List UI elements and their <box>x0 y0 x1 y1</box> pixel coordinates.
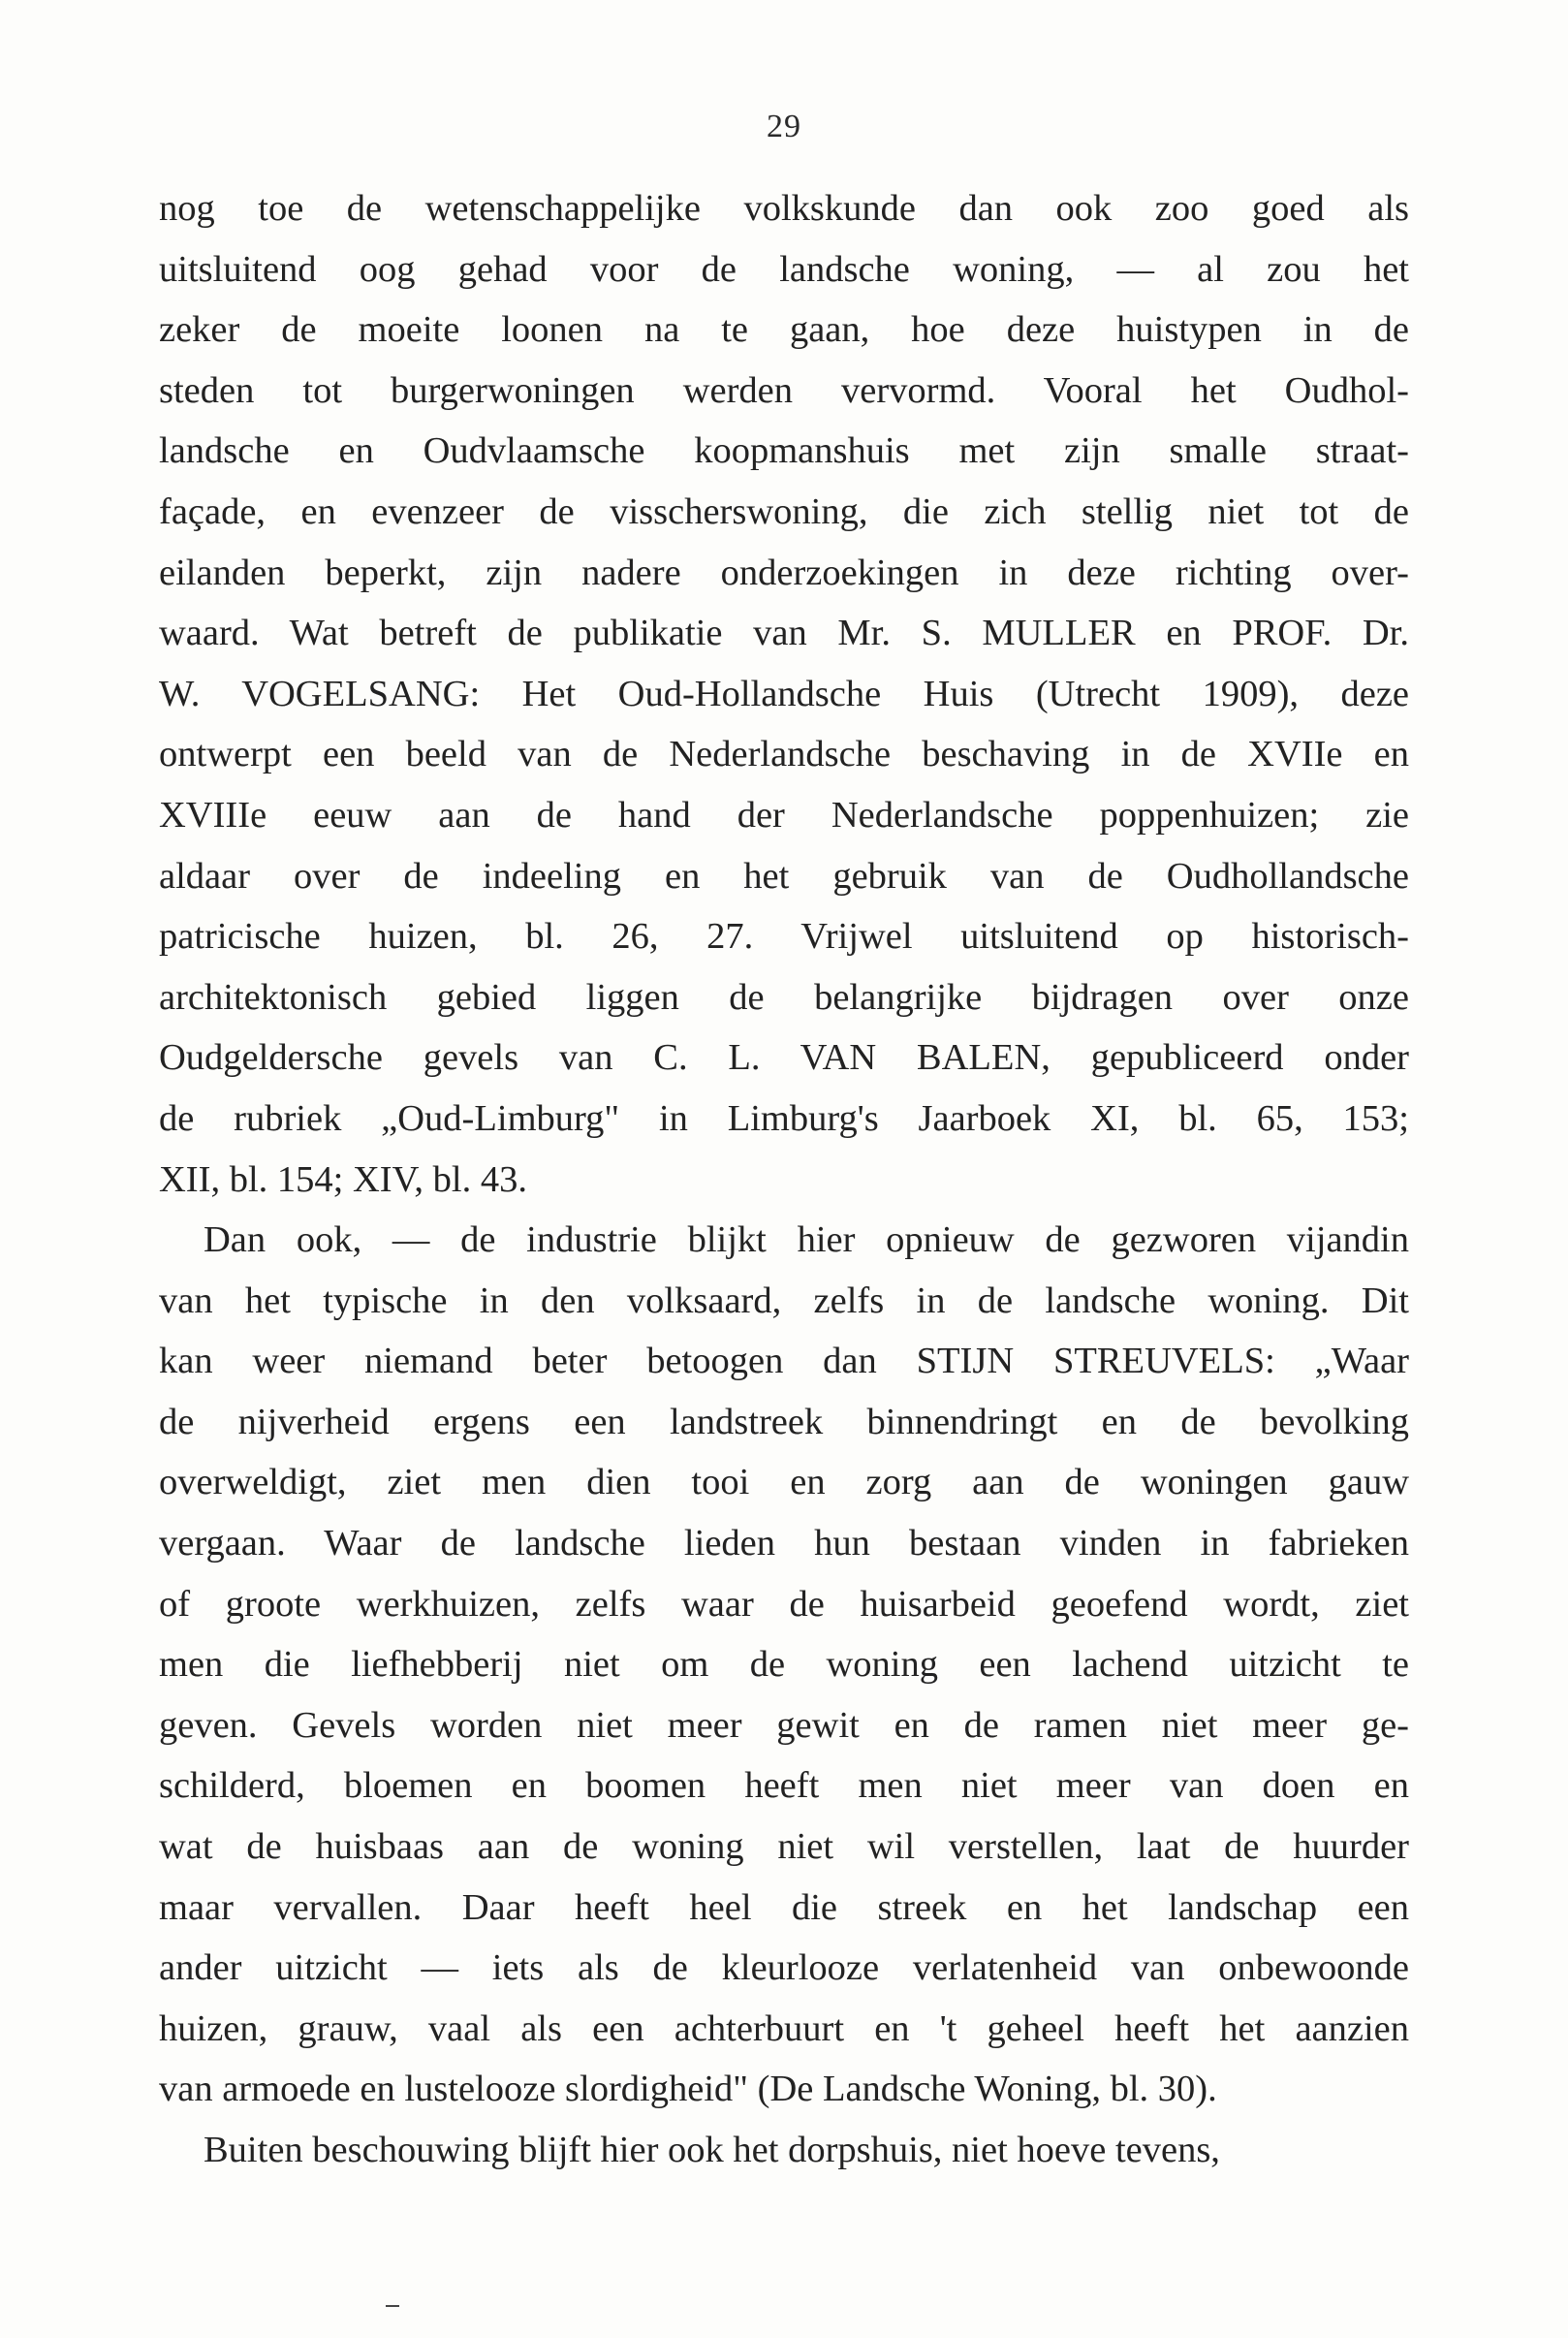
text-line: geven. Gevels worden niet meer gewit en de ramen niet meer ge- <box>159 1704 1409 1746</box>
text-line: de rubriek „Oud-Limburg" in Limburg's Jaarboek XI, bl. 65, 153; <box>159 1097 1409 1139</box>
text-line: W. VOGELSANG: Het Oud-Hollandsche Huis (Utrecht 1909), deze <box>159 673 1409 714</box>
text-line: maar vervallen. Daar heeft heel die streek en het landschap een <box>159 1886 1409 1928</box>
paragraph-end-line: van armoede en lustelooze slordigheid" (De Landsche Woning, bl. 30). <box>159 2069 1217 2110</box>
body-text <box>159 178 1409 2181</box>
text-line: Oudgeldersche gevels van C. L. VAN BALEN, gepubliceerd onder <box>159 1037 1409 1079</box>
text-line: overweldigt, ziet men dien tooi en zorg aan de woningen gauw <box>159 1462 1409 1503</box>
text-line: kan weer niemand beter betoogen dan STIJN STREUVELS: „Waar <box>159 1341 1409 1382</box>
page-number: 29 <box>767 109 801 144</box>
text-line: aldaar over de indeeling en het gebruik van de Oudhollandsche <box>159 855 1409 897</box>
text-line: XVIIIe eeuw aan de hand der Nederlandsche poppenhuizen; zie <box>159 794 1409 836</box>
text-line: architektonisch gebied liggen de belangrijke bijdragen over onze <box>159 976 1409 1018</box>
text-line: landsche en Oudvlaamsche koopmanshuis met zijn smalle straat- <box>159 430 1409 472</box>
text-line: patricische huizen, bl. 26, 27. Vrijwel uitsluitend op historisch- <box>159 916 1409 958</box>
footer-dash-mark <box>386 2305 399 2307</box>
text-line: de nijverheid ergens een landstreek binnendringt en de bevolking <box>159 1401 1409 1442</box>
paragraph-start-line: Buiten beschouwing blijft hier ook het dorpshuis, niet hoeve tevens, <box>204 2130 1220 2170</box>
text-line: nog toe de wetenschappelijke volkskunde dan ook zoo goed als <box>159 188 1409 229</box>
text-line: zeker de moeite loonen na te gaan, hoe deze huistypen in de <box>159 309 1409 351</box>
text-line: wat de huisbaas aan de woning niet wil verstellen, laat de huurder <box>159 1826 1409 1868</box>
text-line: huizen, grauw, vaal als een achterbuurt en 't geheel heeft het aanzien <box>159 2007 1409 2049</box>
text-line: ander uitzicht — iets als de kleurlooze verlatenheid van onbewoonde <box>159 1947 1409 1989</box>
text-line: of groote werkhuizen, zelfs waar de huisarbeid geoefend wordt, ziet <box>159 1583 1409 1625</box>
text-line: schilderd, bloemen en boomen heeft men niet meer van doen en <box>159 1765 1409 1807</box>
text-line: waard. Wat betreft de publikatie van Mr. S. MULLER en PROF. Dr. <box>159 613 1409 654</box>
text-line: steden tot burgerwoningen werden vervormd. Vooral het Oudhol- <box>159 369 1409 411</box>
text-line: eilanden beperkt, zijn nadere onderzoekingen in deze richting over- <box>159 552 1409 593</box>
text-line: ontwerpt een beeld van de Nederlandsche beschaving in de XVIIe en <box>159 734 1409 775</box>
text-line: men die liefhebberij niet om de woning een lachend uitzicht te <box>159 1644 1409 1686</box>
text-line: vergaan. Waar de landsche lieden hun bestaan vinden in fabrieken <box>159 1523 1409 1564</box>
paragraph-end-line: XII, bl. 154; XIV, bl. 43. <box>159 1158 527 1200</box>
paragraph-start-line: Dan ook, — de industrie blijkt hier opnieuw de gezworen vijandin <box>204 1219 1409 1261</box>
text-line: façade, en evenzeer de visscherswoning, die zich stellig niet tot de <box>159 490 1409 532</box>
text-line: uitsluitend oog gehad voor de landsche woning, — al zou het <box>159 248 1409 290</box>
text-line: van het typische in den volksaard, zelfs in de landsche woning. Dit <box>159 1280 1409 1321</box>
